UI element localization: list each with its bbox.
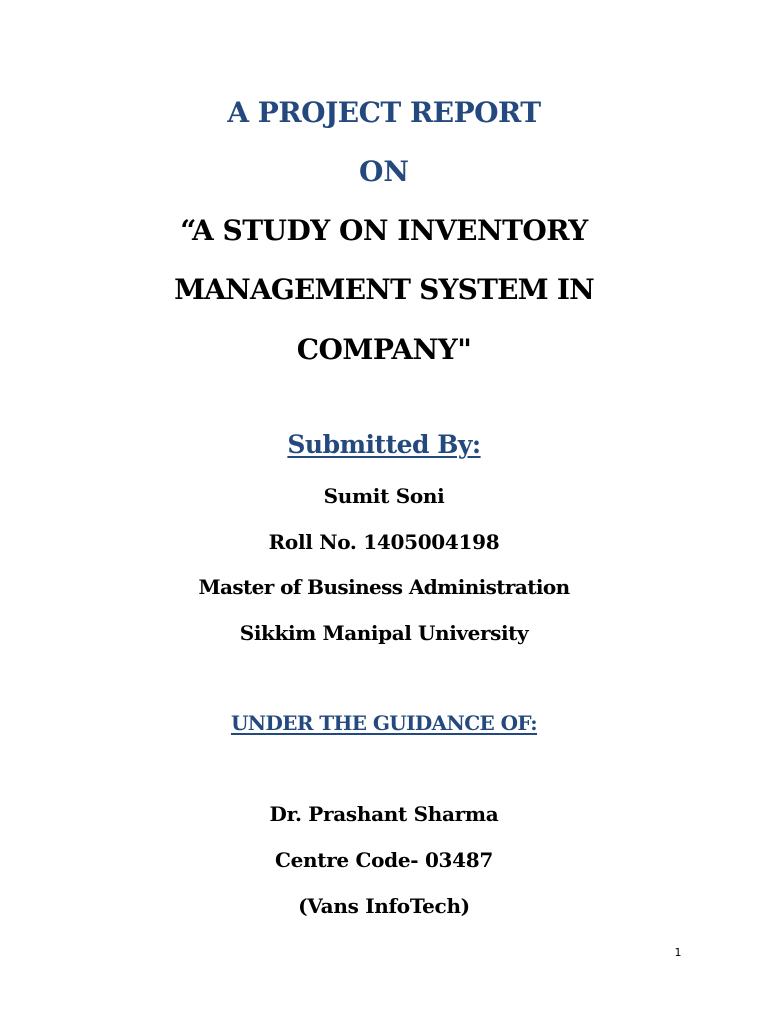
degree-name: Master of Business Administration (198, 575, 570, 599)
submitted-by-label: Submitted By: (287, 430, 481, 459)
guidance-label: UNDER THE GUIDANCE OF: (230, 711, 538, 735)
centre-code: Centre Code- 03487 (274, 848, 494, 872)
roll-number: Roll No. 1405004198 (268, 530, 500, 554)
organization-name: (Vans InfoTech) (298, 894, 470, 918)
report-heading: A PROJECT REPORT (227, 96, 541, 129)
report-title-line-3: COMPANY" (296, 333, 472, 366)
student-name: Sumit Soni (323, 484, 445, 508)
page-number: 1 (674, 946, 682, 959)
report-title-line-1: “A STUDY ON INVENTORY (180, 214, 588, 247)
on-heading: ON (359, 155, 409, 188)
university-name: Sikkim Manipal University (239, 621, 529, 645)
guide-name: Dr. Prashant Sharma (269, 802, 499, 826)
report-title-line-2: MANAGEMENT SYSTEM IN (174, 273, 594, 306)
